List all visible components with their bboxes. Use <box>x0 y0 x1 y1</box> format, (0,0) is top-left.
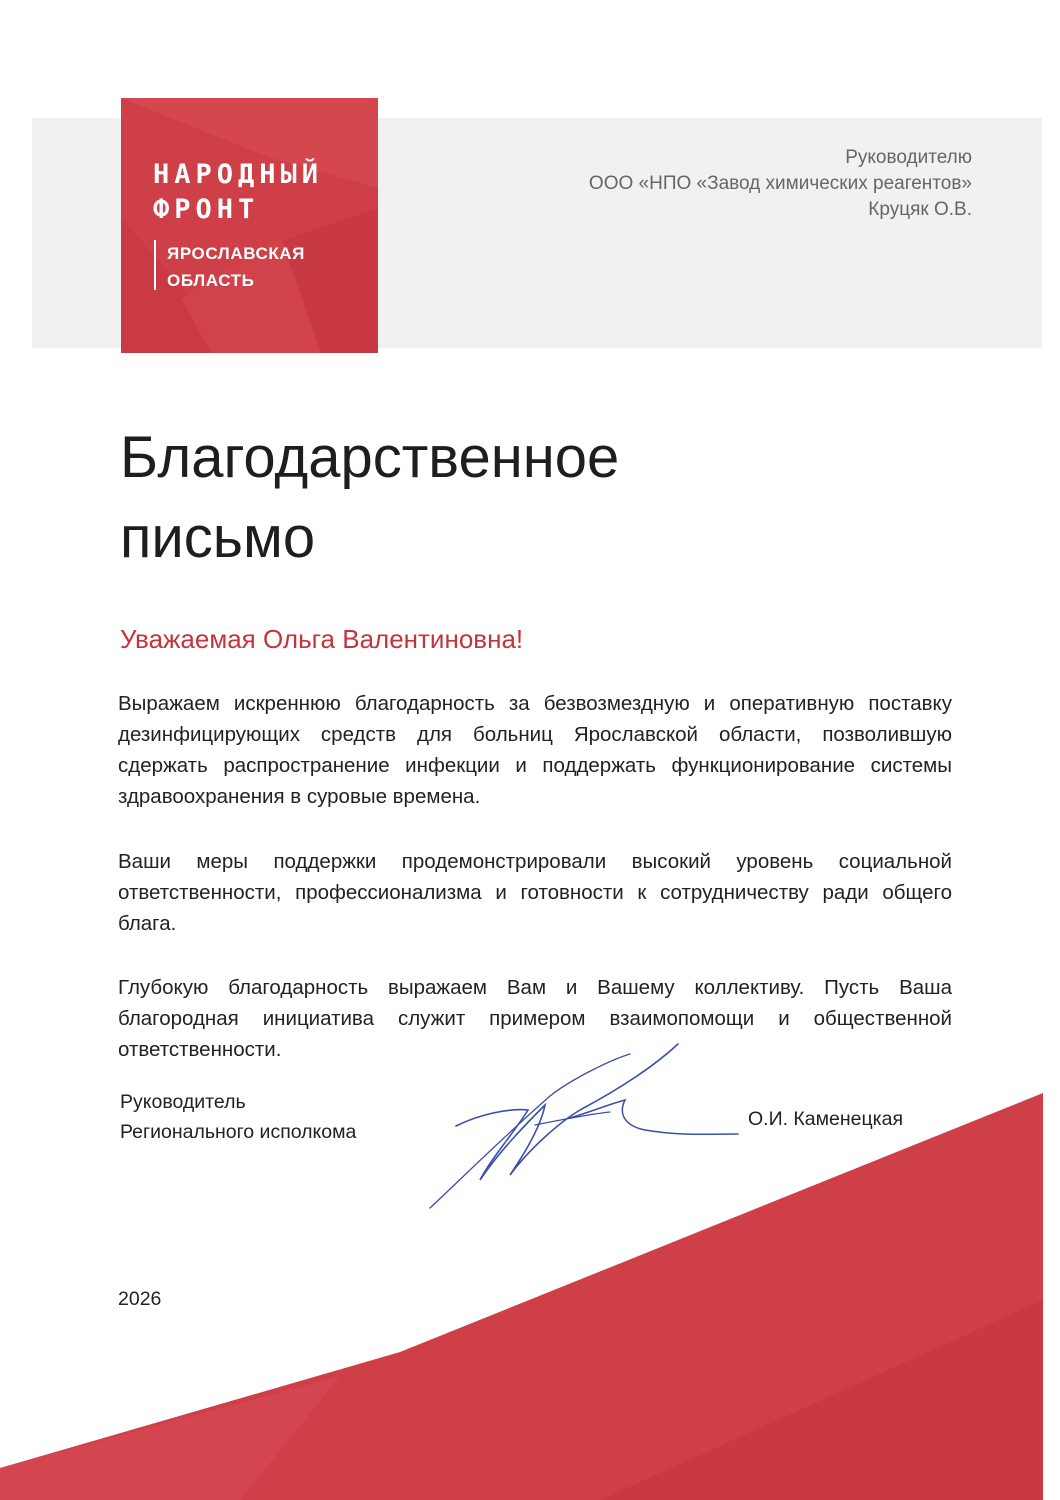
addressee-position: Руководителю <box>845 147 972 168</box>
handwritten-signature <box>420 1030 740 1210</box>
signer-position-line1: Руководитель <box>120 1091 246 1113</box>
signer-position-line2: Регионального исполкома <box>120 1121 357 1143</box>
signer-name: О.И. Каменецкая <box>748 1108 904 1130</box>
body-paragraph-3: Глубокую благодарность выражаем Вам и Вашему коллективу. Пусть Ваша благородная инициатива служит примером взаимопомощи и общественной ответственности. <box>118 976 952 1061</box>
addressee-name: Круцяк О.В. <box>868 199 972 220</box>
signer-position <box>120 1087 356 1147</box>
addressee-organization: ООО «НПО «Завод химических реагентов» <box>588 173 972 194</box>
logo-text-line1: НАРОДНЫЙ <box>153 159 324 190</box>
logo-region-line2: ОБЛАСТЬ <box>167 271 255 290</box>
title-line1: Благодарственное <box>120 425 620 490</box>
logo-text-line2: ФРОНТ <box>153 194 260 225</box>
title-line2: письмо <box>120 505 316 570</box>
document-year: 2026 <box>118 1288 162 1310</box>
body-paragraph-1: Выражаем искреннюю благодарность за безвозмездную и оперативную поставку дезинфицирующих средств для больниц Ярославской области, позволившую сдержать распространение инфекции и поддержать функционирование системы здравоохранения в суровые времена. <box>118 692 952 808</box>
body-paragraph-2: Ваши меры поддержки продемонстрировали высокий уровень социальной ответственности, профессионализма и готовности к сотрудничеству ради общего блага. <box>118 850 952 935</box>
logo-region-line1: ЯРОСЛАВСКАЯ <box>167 244 305 263</box>
salutation: Уважаемая Ольга Валентиновна! <box>120 624 524 654</box>
